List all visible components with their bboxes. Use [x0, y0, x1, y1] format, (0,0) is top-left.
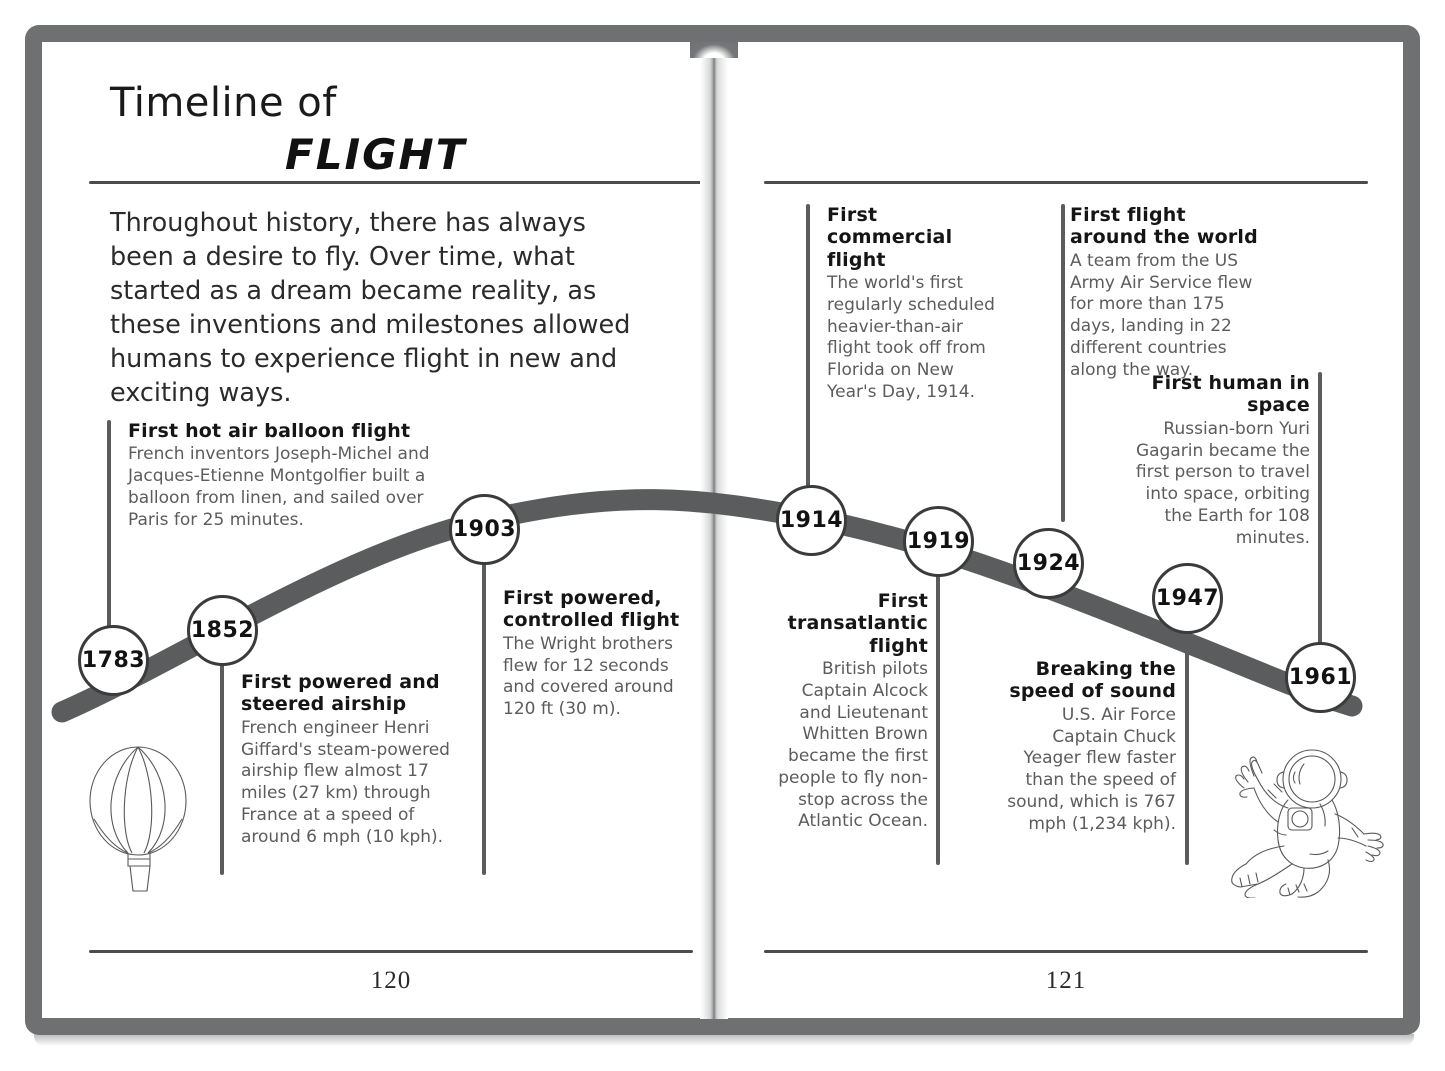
- entry-title: First powered, controlled flight: [503, 587, 680, 632]
- footer-rule-right: [764, 950, 1368, 953]
- year-label: 1852: [190, 618, 255, 643]
- entry-body: U.S. Air Force Captain Chuck Yeager flew faster than the speed of sound, which is 767 mph (1,234 kph).: [1007, 704, 1176, 834]
- year-label: 1924: [1016, 551, 1081, 576]
- year-bubble-1783[interactable]: [78, 625, 149, 696]
- year-label: 1947: [1155, 586, 1220, 611]
- stem-1903: [482, 558, 486, 875]
- entry-title: First human in space: [1151, 372, 1310, 417]
- entry-body: The Wright brothers flew for 12 seconds and covered around 120 ft (30 m).: [503, 633, 674, 720]
- title-line-1: Timeline of: [110, 80, 337, 126]
- year-bubble-1852[interactable]: [187, 595, 258, 666]
- floating-astronaut-icon: [1192, 742, 1388, 898]
- year-label: 1914: [779, 508, 844, 533]
- year-bubble-1903[interactable]: [449, 494, 520, 565]
- entry-1961: [1130, 372, 1310, 549]
- entry-body: British pilots Captain Alcock and Lieutenant Whitten Brown became the first people to fly non-stop across the Atlantic Ocean.: [778, 659, 928, 832]
- intro-paragraph: Throughout history, there has always been a desire to fly. Over time, what started as a dream became reality, as these inventions and milestones allowed humans to experience flight in new and exciting ways.: [110, 208, 631, 408]
- entry-body: French inventors Joseph-Michel and Jacques-Etienne Montgolfier built a balloon from linen, and sailed over Paris for 25 minutes.: [128, 444, 430, 530]
- year-label: 1919: [906, 529, 971, 554]
- header-rule-right: [764, 181, 1368, 184]
- entry-title: Breaking the speed of sound: [1009, 658, 1176, 703]
- stem-1924: [1061, 204, 1065, 522]
- stem-1914: [806, 204, 810, 502]
- entry-title: First flight around the world: [1070, 204, 1258, 249]
- entry-body: A team from the US Army Air Service flew for more than 175 days, landing in 22 different countries along the way.: [1070, 250, 1253, 380]
- entry-1947: [1000, 658, 1176, 835]
- book-shadow: [34, 1034, 1414, 1046]
- entry-body: French engineer Henri Giffard's steam-powered airship flew almost 17 miles (27 km) through France at a speed of around 6 mph (10 kph).: [241, 717, 450, 847]
- hot-air-balloon-icon: [76, 735, 216, 895]
- entry-1914: [827, 204, 1003, 404]
- year-bubble-1961[interactable]: [1285, 642, 1356, 713]
- page-number-left: 120: [370, 967, 412, 994]
- stem-1961: [1318, 372, 1322, 647]
- entry-title: First powered and steered airship: [241, 671, 440, 716]
- stem-1947: [1185, 610, 1189, 865]
- stem-1919: [936, 560, 940, 865]
- title-line-2: FLIGHT: [285, 130, 467, 179]
- year-label: 1903: [452, 517, 517, 542]
- entry-1783: [128, 420, 458, 531]
- year-bubble-1924[interactable]: [1013, 528, 1084, 599]
- year-label: 1783: [81, 648, 146, 673]
- entry-1924: [1070, 204, 1260, 381]
- entry-title: First transatlantic flight: [787, 590, 928, 657]
- entry-1919: [776, 590, 928, 833]
- entry-1852: [241, 671, 459, 848]
- entry-body: The world's first regularly scheduled heavier-than-air flight took off from Florida on New Year's Day, 1914.: [827, 273, 995, 402]
- year-bubble-1914[interactable]: [776, 485, 847, 556]
- year-bubble-1919[interactable]: [903, 506, 974, 577]
- book-spine-top: [690, 42, 738, 58]
- year-bubble-1947[interactable]: [1152, 563, 1223, 634]
- footer-rule-left: [89, 950, 693, 953]
- stem-1852: [220, 650, 224, 875]
- page-number-right: 121: [1045, 967, 1087, 994]
- year-label: 1961: [1288, 665, 1353, 690]
- page-title: [110, 80, 630, 179]
- entry-body: Russian-born Yuri Gagarin became the first person to travel into space, orbiting the Earth for 108 minutes.: [1135, 418, 1310, 548]
- entry-1903: [503, 587, 693, 721]
- book-spine: [700, 42, 728, 1019]
- stem-1783: [107, 420, 111, 645]
- entry-title: First hot air balloon flight: [128, 420, 411, 442]
- entry-title: First commercial flight: [827, 204, 953, 271]
